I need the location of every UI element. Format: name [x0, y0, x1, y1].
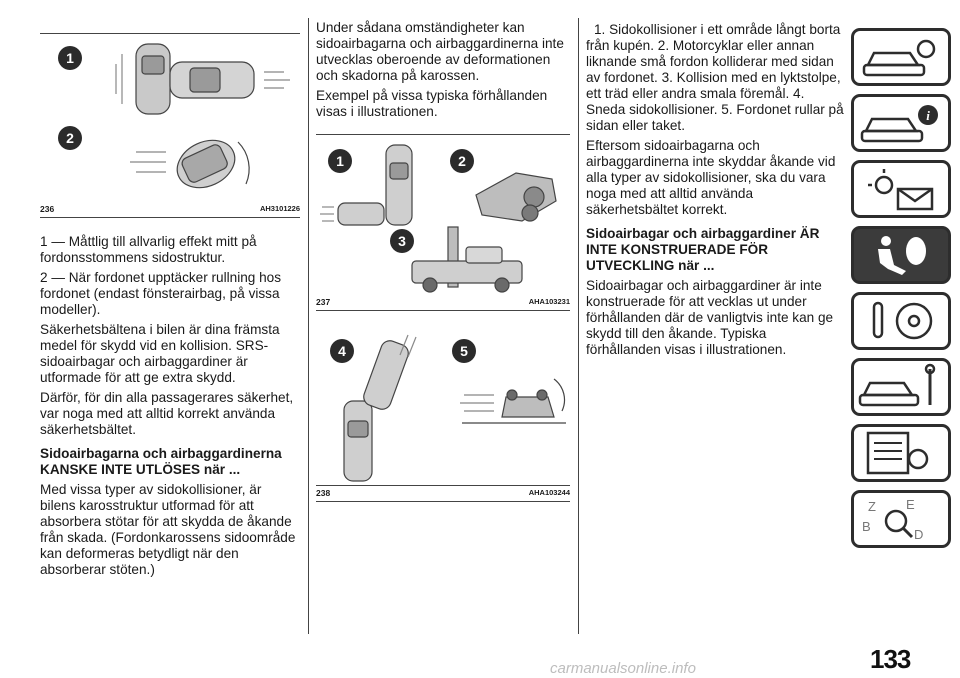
warning-lights-message-icon — [854, 163, 948, 215]
svg-text:1: 1 — [336, 153, 344, 169]
svg-text:B: B — [862, 519, 871, 534]
svg-text:1: 1 — [66, 50, 74, 66]
intro-paragraph: Under sådana omständigheter kan sidoairbagarna och airbaggardinerna inte utvecklas oberoende av deformationen och skadorna på karossen. — [316, 20, 564, 83]
svg-text:Z: Z — [868, 499, 876, 514]
figure-caption — [316, 485, 570, 502]
badge-5 — [452, 339, 476, 363]
figure-code: AH3101226 — [259, 204, 300, 213]
svg-text:4: 4 — [338, 343, 346, 359]
figure-number: 237 — [316, 297, 331, 307]
svg-text:5: 5 — [460, 343, 468, 359]
tab-maintenance[interactable] — [851, 358, 951, 416]
examples-list-paragraph: 1. Sidokollisioner i ett område långt borta från kupén. 2. Motorcyklar eller annan liknande små fordon kolliderar med sidan av fordonet. 3. Kollision med en lyktstolpe, ett träd eller andra smala föremål. 4. Sneda sidokollisioner. 5. Fordonet rullar på sidan eller taket. — [586, 22, 844, 133]
column-2 — [316, 20, 570, 502]
section-heading: Sidoairbagar och airbaggardiner ÄR INTE KONSTRUERADE FÖR UTVECKLING när ... — [586, 226, 820, 273]
figure-number: 236 — [40, 204, 55, 214]
column-divider — [578, 18, 579, 634]
tab-safety[interactable] — [851, 226, 951, 284]
reminder-paragraph: Eftersom sidoairbagarna och airbaggardinerna inte skyddar åkande vid alla typer av sidokollisioner, ska du vara noga med att alltid använda säkerhetsbältet korrekt. — [586, 138, 836, 217]
badge-4 — [330, 339, 354, 363]
svg-text:D: D — [914, 527, 924, 542]
watermark: carmanualsonline.info — [550, 660, 696, 677]
chapter-tabs — [851, 28, 957, 556]
badge-2 — [58, 126, 82, 150]
figure-caption — [40, 202, 300, 218]
tab-dashboard[interactable] — [851, 28, 951, 86]
item-2: 2 — När fordonet upptäcker rullning hos fordonet (endast fönsterairbag, på vissa modeller). — [40, 270, 282, 317]
body-paragraph: Med vissa typer av sidokollisioner, är bilens karosstruktur utformad för att absorbera stötar för att skydda de åkande från skada. (Fordonkarossens sidoområde kan deformeras betydligt när den absorberar stöten.) — [40, 482, 296, 577]
car-info-icon — [854, 97, 948, 149]
svg-text:E: E — [906, 497, 915, 512]
section-heading: Sidoairbagarna och airbaggardinerna KANSKE INTE UTLÖSES när ... — [40, 446, 282, 477]
svg-text:2: 2 — [66, 130, 74, 146]
body-paragraph: Sidoairbagar och airbaggardiner är inte konstruerade för att vecklas ut under förhållanden där de vanligtvis inte kan ge skydd till den åkande. Typiska förhållanden visas i illustrationen. — [586, 278, 834, 357]
figure-238 — [316, 325, 570, 502]
svg-text:i: i — [926, 108, 930, 123]
seatbelt-paragraph: Säkerhetsbältena i bilen är dina främsta medel för skydd vid en kollision. SRS-sidoairbagar och airbaggardiner är utformade för att ge extra skydd. — [40, 322, 280, 385]
technical-data-list-icon — [854, 427, 948, 479]
tab-starting-driving[interactable] — [851, 292, 951, 350]
figure-number: 238 — [316, 488, 331, 498]
figure-236 — [40, 33, 300, 218]
column-3 — [586, 22, 844, 362]
airbag-seat-icon — [854, 229, 948, 281]
non-deploy-examples-1-3 — [316, 135, 570, 295]
page-number: 133 — [870, 644, 911, 674]
column-1 — [40, 0, 300, 582]
car-dashboard-info-icon — [854, 31, 948, 83]
alphabetical-index-icon — [854, 493, 948, 545]
car-maintenance-tools-icon — [854, 361, 948, 413]
figure-caption — [316, 295, 570, 311]
figure-code: AHA103244 — [528, 488, 570, 497]
figure-237 — [316, 134, 570, 311]
svg-text:2: 2 — [458, 153, 466, 169]
tab-index[interactable] — [851, 490, 951, 548]
example-paragraph: Exempel på vissa typiska förhållanden visas i illustrationen. — [316, 88, 548, 119]
badge-1 — [58, 46, 82, 70]
side-impact-illustration — [40, 34, 300, 202]
badge-3 — [390, 229, 414, 253]
key-steering-wheel-icon — [854, 295, 948, 347]
therefore-paragraph: Därför, för din alla passagerares säkerhet, var noga med att alltid korrekt använda säkerhetsbältet. — [40, 390, 294, 437]
tab-warning-lights[interactable] — [851, 160, 951, 218]
tab-car-info[interactable] — [851, 94, 951, 152]
item-1: 1 — Måttlig till allvarlig effekt mitt på fordonsstommens sidostruktur. — [40, 234, 257, 265]
svg-text:3: 3 — [398, 233, 406, 249]
badge-2 — [450, 149, 474, 173]
column-divider — [308, 18, 309, 634]
non-deploy-examples-4-5 — [316, 325, 570, 485]
tab-technical-data[interactable] — [851, 424, 951, 482]
figure-code: AHA103231 — [528, 297, 570, 306]
badge-1 — [328, 149, 352, 173]
